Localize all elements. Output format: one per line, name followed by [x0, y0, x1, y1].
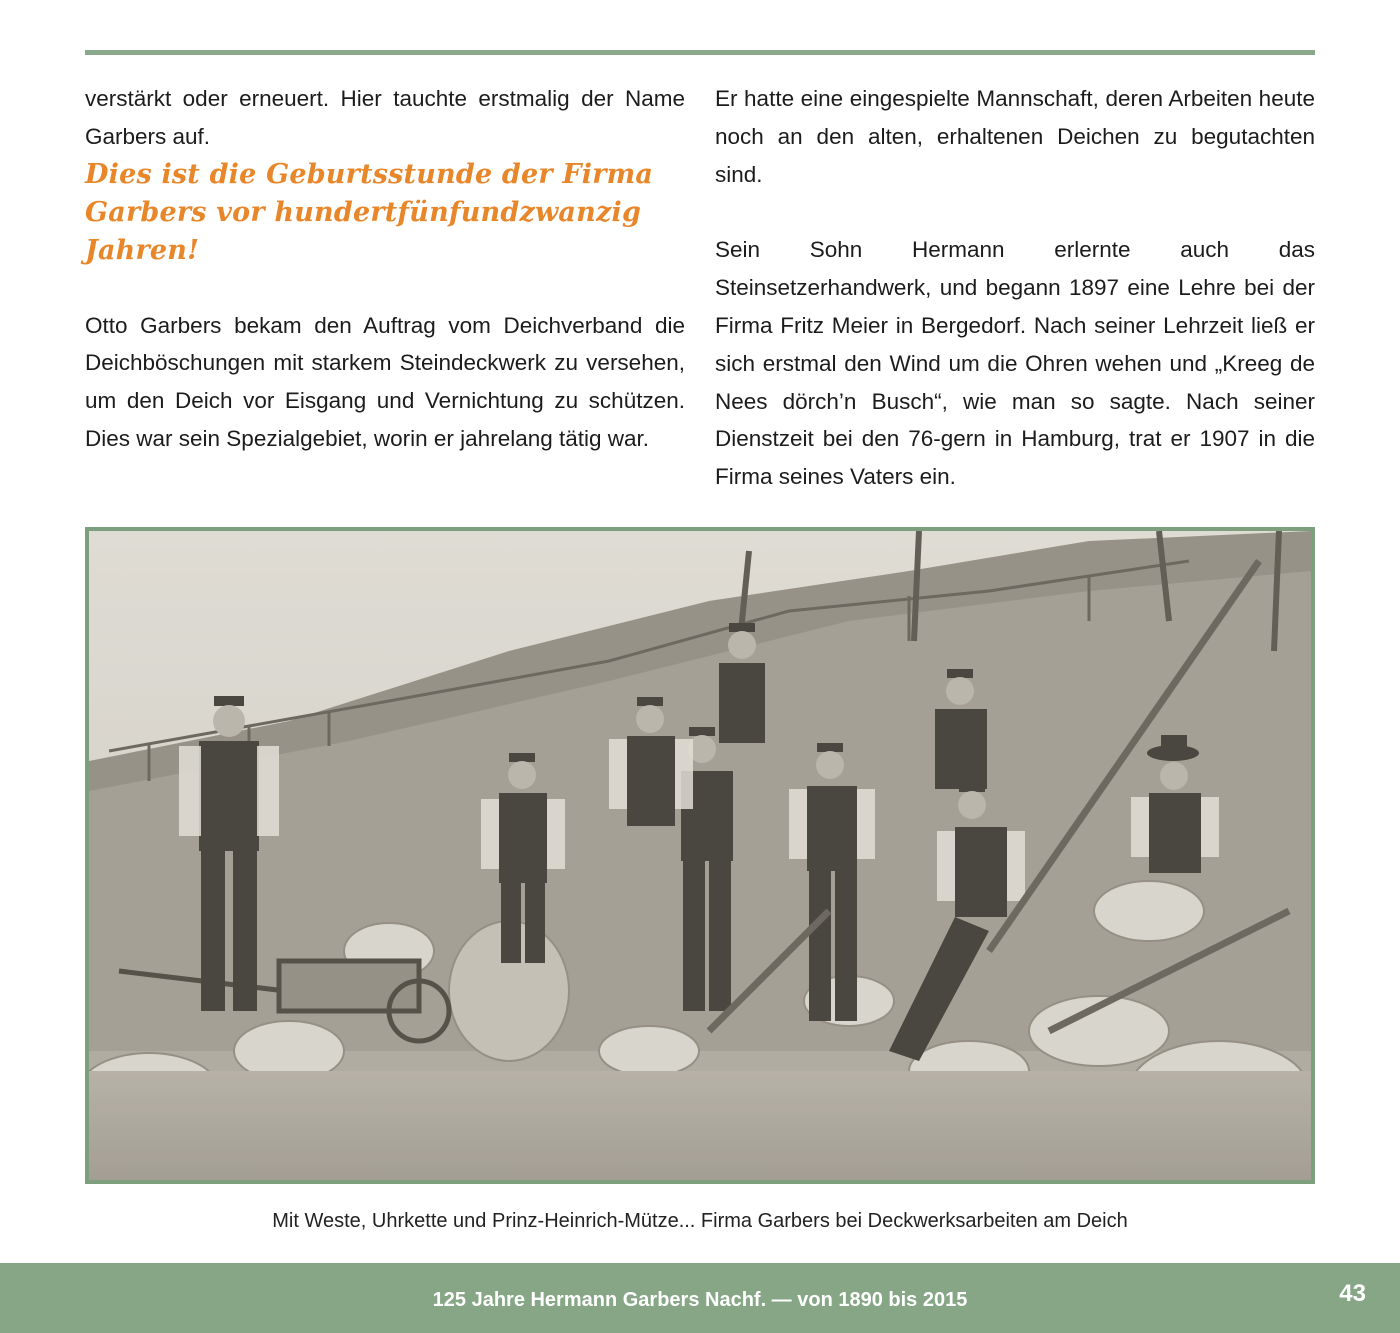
top-rule: [85, 50, 1315, 55]
historic-photo: [85, 527, 1315, 1184]
highlight-quote: Dies ist die Geburtsstunde der Firma Garbers vor hundertfünfundzwanzig Jahren!: [85, 158, 654, 266]
right-paragraph-1: Er hatte eine eingespielte Mannschaft, deren Arbeiten heute noch an den alten, erhaltenen Deichen zu begutachten sind.: [715, 86, 1315, 187]
page-number: 43: [1339, 1280, 1366, 1307]
left-paragraph-2: Otto Garbers bekam den Auftrag vom Deichverband die Deichböschungen mit starkem Steindeckwerk zu versehen, um den Deich vor Eisgang und Vernichtung zu schützen. Dies war sein Spezialgebiet, worin er jahrelang tätig war.: [85, 312, 685, 451]
left-column: [85, 80, 685, 458]
photo-caption: Mit Weste, Uhrkette und Prinz-Heinrich-Mütze... Firma Garbers bei Deckwerksarbeiten am Deich: [272, 1210, 1128, 1232]
paragraph-gap: [715, 193, 1315, 231]
historic-photo-illustration: [89, 531, 1311, 1180]
right-paragraph-2: Sein Sohn Hermann erlernte auch das Steinsetzerhandwerk, und begann 1897 eine Lehre bei der Firma Fritz Meier in Bergedorf. Nach seiner Lehrzeit ließ er sich erstmal den Wind um die Ohren wehen und „Kreeg de Nees dörch’n Busch“, wie man so sagte. Nach seiner Dienstzeit bei den 76-gern in Hamburg, trat er 1907 in die Firma seines Vaters ein.: [715, 237, 1315, 490]
left-paragraph-1: verstärkt oder erneuert. Hier tauchte erstmalig der Name Garbers auf.: [85, 86, 685, 149]
footer-title: 125 Jahre Hermann Garbers Nachf. — von 1890 bis 2015: [432, 1289, 968, 1311]
right-column: [715, 80, 1315, 496]
